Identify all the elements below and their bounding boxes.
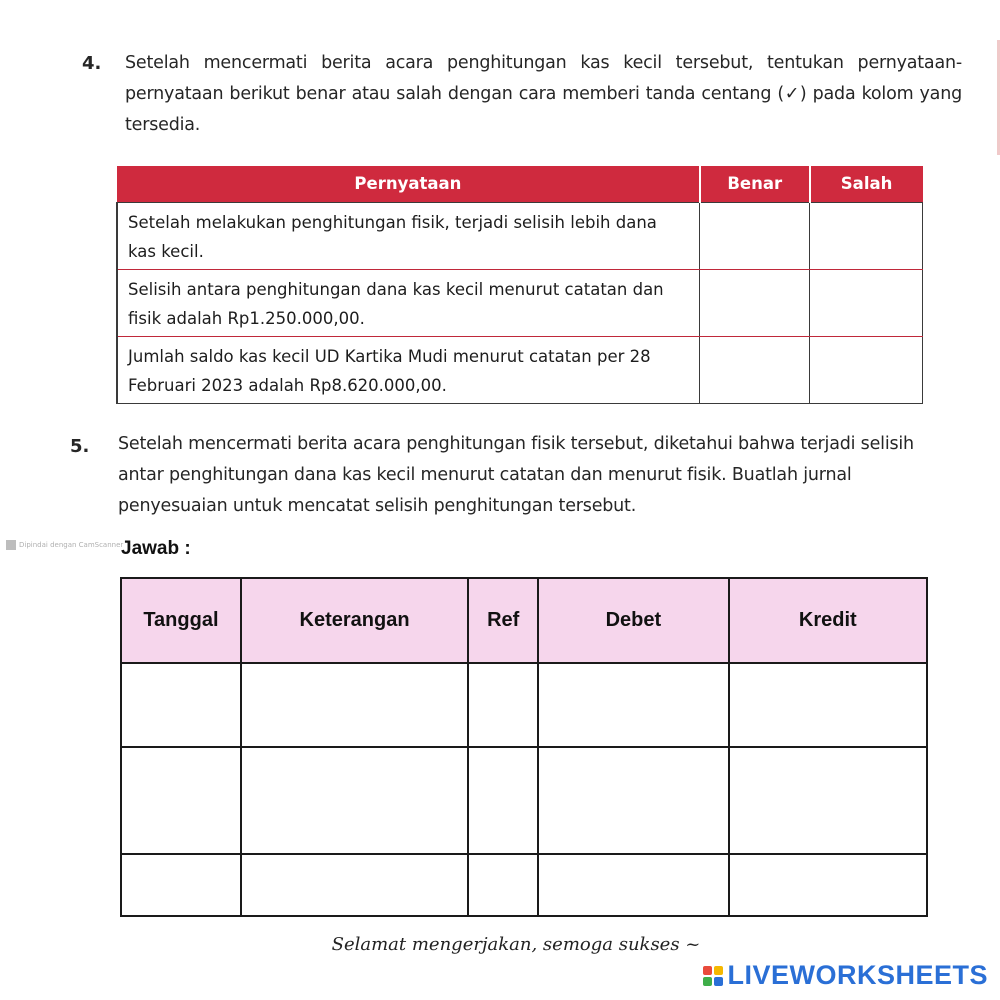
liveworksheets-brand <box>703 960 988 991</box>
salah-cell[interactable] <box>810 202 923 269</box>
header-ref: Ref <box>468 578 538 663</box>
question-4-number: 4. <box>82 53 102 74</box>
question-5 <box>70 429 950 522</box>
kredit-input[interactable] <box>729 663 927 747</box>
statement-row <box>117 336 923 403</box>
question-4-text: Setelah mencermati berita acara penghitungan kas kecil tersebut, tentukan pernyataan-pernyataan berikut benar atau salah dengan cara memberi tanda centang (✓) pada kolom yang tersedia. <box>125 53 962 135</box>
journal-header-row <box>121 578 927 663</box>
benar-cell[interactable] <box>700 202 810 269</box>
ref-input[interactable] <box>468 854 538 916</box>
statement-text: Selisih antara penghitungan dana kas kecil menurut catatan dan fisik adalah Rp1.250.000,00. <box>117 269 700 336</box>
keterangan-input[interactable] <box>241 663 469 747</box>
scanner-logo-icon <box>6 540 16 550</box>
header-benar: Benar <box>700 166 810 202</box>
debet-input[interactable] <box>538 854 728 916</box>
journal-row <box>121 747 927 854</box>
logo-square <box>703 977 712 986</box>
header-salah: Salah <box>810 166 923 202</box>
logo-square <box>714 977 723 986</box>
statement-text: Jumlah saldo kas kecil UD Kartika Mudi menurut catatan per 28 Februari 2023 adalah Rp8.620.000,00. <box>117 336 700 403</box>
statement-text: Setelah melakukan penghitungan fisik, terjadi selisih lebih dana kas kecil. <box>117 202 700 269</box>
salah-cell[interactable] <box>810 336 923 403</box>
benar-cell[interactable] <box>700 269 810 336</box>
journal-row <box>121 854 927 916</box>
header-pernyataan: Pernyataan <box>117 166 700 202</box>
closing-message: Selamat mengerjakan, semoga sukses ~ <box>331 934 701 955</box>
logo-square <box>714 966 723 975</box>
liveworksheets-wordmark: LIVEWORKSHEETS <box>727 960 988 990</box>
tanggal-input[interactable] <box>121 663 241 747</box>
header-debet: Debet <box>538 578 728 663</box>
tanggal-input[interactable] <box>121 747 241 854</box>
journal-table <box>120 577 928 917</box>
ref-input[interactable] <box>468 747 538 854</box>
keterangan-input[interactable] <box>241 747 469 854</box>
statement-table <box>116 166 923 404</box>
statement-table-header-row <box>117 166 923 202</box>
question-5-text: Setelah mencermati berita acara penghitungan fisik tersebut, diketahui bahwa terjadi selisih antar penghitungan dana kas kecil menurut catatan dan menurut fisik. Buatlah jurnal penyesuaian untuk mencatat selisih penghitungan tersebut. <box>118 434 914 516</box>
header-keterangan: Keterangan <box>241 578 469 663</box>
closing-message-container <box>0 934 1000 955</box>
liveworksheets-logo-icon <box>703 966 723 986</box>
debet-input[interactable] <box>538 663 728 747</box>
header-tanggal: Tanggal <box>121 578 241 663</box>
ref-input[interactable] <box>468 663 538 747</box>
kredit-input[interactable] <box>729 854 927 916</box>
scanner-stamp <box>6 540 129 550</box>
question-4 <box>82 48 962 141</box>
salah-cell[interactable] <box>810 269 923 336</box>
header-kredit: Kredit <box>729 578 927 663</box>
question-5-number: 5. <box>70 436 90 457</box>
statement-row <box>117 202 923 269</box>
statement-row <box>117 269 923 336</box>
kredit-input[interactable] <box>729 747 927 854</box>
benar-cell[interactable] <box>700 336 810 403</box>
journal-row <box>121 663 927 747</box>
logo-square <box>703 966 712 975</box>
answer-label: Jawab : <box>121 538 191 559</box>
debet-input[interactable] <box>538 747 728 854</box>
tanggal-input[interactable] <box>121 854 241 916</box>
scanner-stamp-text: Dipindai dengan CamScanner <box>19 541 124 549</box>
keterangan-input[interactable] <box>241 854 469 916</box>
